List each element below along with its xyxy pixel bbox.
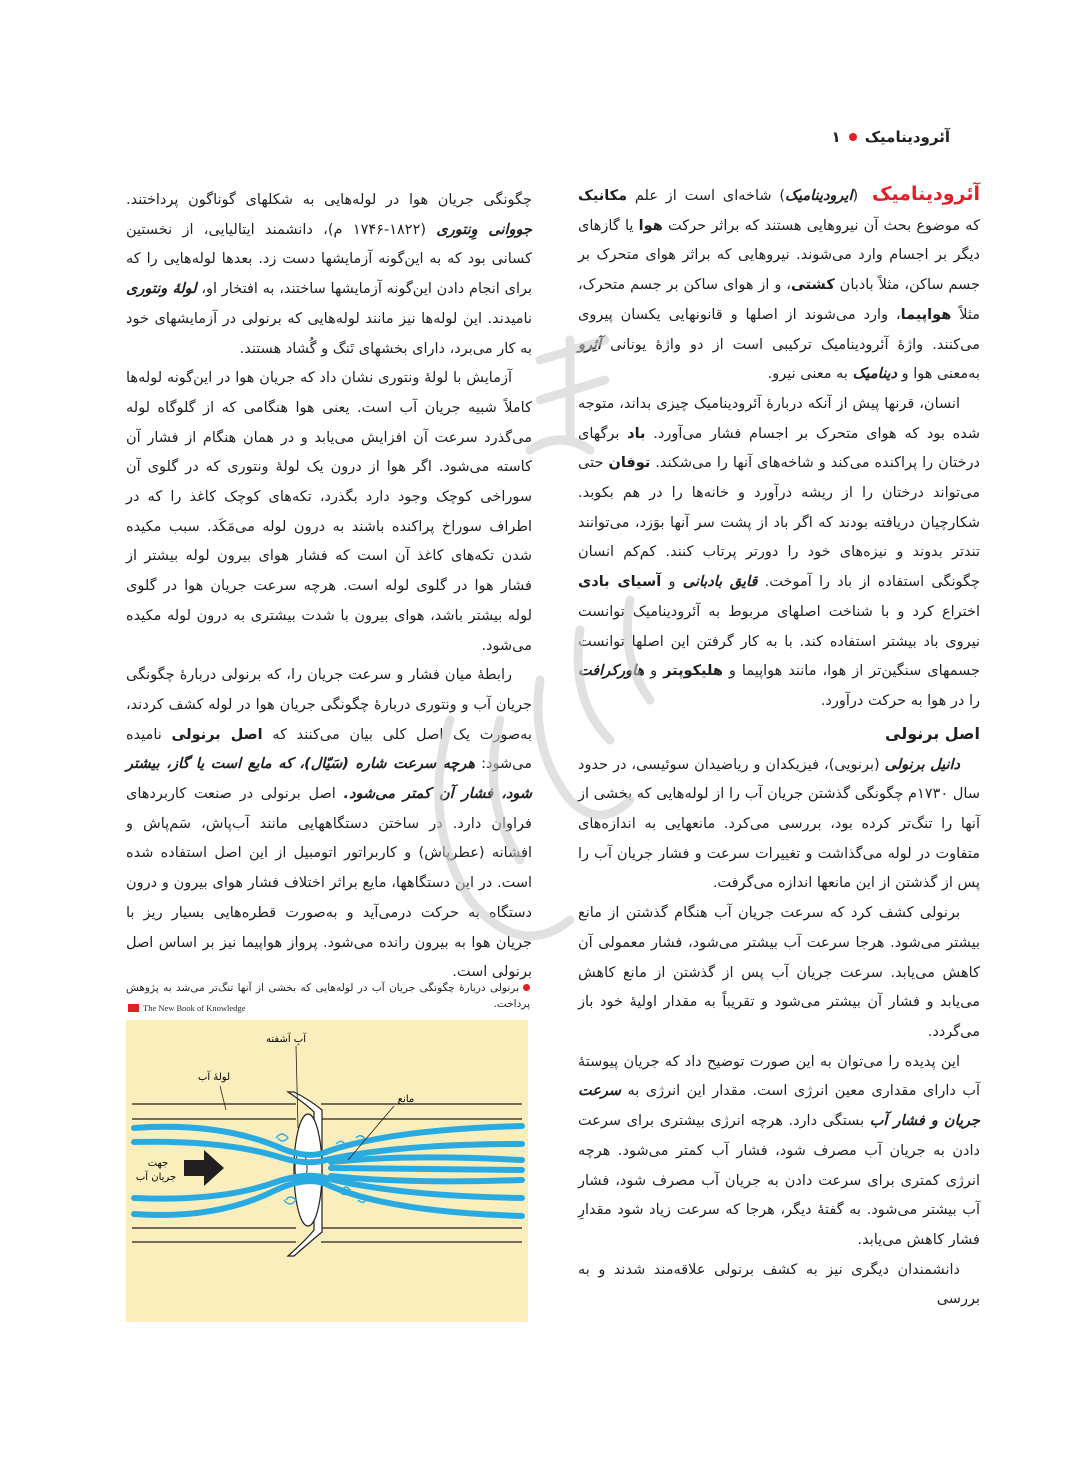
red-dot-icon xyxy=(849,133,857,141)
text-run: و xyxy=(644,663,664,680)
term-hovercraft: هاورکرافت xyxy=(578,663,645,680)
text-run: این پدیده را می‌توان به این صورت توضیح داد که جریان پیوستهٔ آب دارای مقداری معین انرژی است. مقدار این انرژی به xyxy=(578,1053,980,1100)
term-air: هوا xyxy=(638,217,663,234)
bernoulli-figure xyxy=(126,1020,528,1322)
article-heading: آئرودینامیک xyxy=(871,183,980,205)
pronunciation: ایرودینامیک xyxy=(785,188,853,204)
caption-text: برنولی دربارهٔ چگونگی جریان آب در لوله‌هایی که بخشی از آنها تنگ‌تر می‌شد به پژوهش پرداخت. xyxy=(126,982,530,1010)
principle-paragraph xyxy=(126,661,532,988)
text-run: به‌معنی هوا و xyxy=(896,366,980,383)
text-run: را در هوا به حرکت درآورد. xyxy=(820,692,980,709)
bernoulli-paragraph xyxy=(578,751,980,900)
text-run: که موضوع بحث آن نیروهایی هستند که براثر حرکت xyxy=(662,217,980,234)
flow-arrow-icon xyxy=(184,1150,224,1186)
text-run: نامیده می‌شود: xyxy=(126,726,532,773)
text-run: ، و از هوای ساکن بر جسم متحرک، مثلاً xyxy=(578,277,980,323)
page-header xyxy=(120,122,950,152)
term-dynamic: دینامیک xyxy=(852,366,897,383)
label-flow-direction-1: جهت xyxy=(147,1158,169,1169)
text-run: (برنویی)، فیزیکدان و ریاضیدان سوئیسی، در حدود سال ۱۷۳۰م چگونگی گذشتن جریان آب را از لوله‌هایی که بخشی از آنها را تنگ‌تر کرده بود، بررسی می‌کرد. مانعهایی به اندازه‌های متفاوت در لوله می‌گذاشت و تغییرات سرعت و فشار جریان آب را پس از گذشتن از این مانعها اندازه می‌گرفت. xyxy=(578,756,980,892)
term-mechanic: مکانیک xyxy=(578,188,628,204)
venturi-paragraph xyxy=(126,186,532,364)
figure-credit xyxy=(128,1003,245,1013)
text-run: انسان، قرنها پیش از آنکه دربارهٔ آئرودینامیک چیزی بداند، متوجه شده بود که هوای متحرک بر اجسام فشار می‌آورد. xyxy=(578,395,980,442)
term-ship: کشتی xyxy=(790,277,835,294)
text-run: بستگی دارد. هرچه انرژی بیشتری برای سرعت دادن به جریان آب مصرف شود، فشار آب کمتر می‌شود. هرچه انرژی کمتری برای سرعت دادن به جریان آب مصرف شود، فشار آب بیشتر می‌شود. به گفتهٔ دیگر، هرجا که سرعت زیاد شود مقدارِ فشار کاهش می‌یابد. xyxy=(578,1113,980,1248)
text-run: چگونگی جریان هوا در لوله‌هایی به شکلهای گوناگون پرداختند. xyxy=(126,192,532,208)
continuation-paragraph: دانشمندان دیگری نیز به کشف برنولی علاقه‌مند شدند و به بررسی xyxy=(578,1261,980,1308)
right-column xyxy=(578,180,980,1315)
text-run: یا گازهای دیگر بر اجسام وارد می‌شوند. نیروهایی که براثر هوای متحرک بر جسم ساکن، مثلاً بادبان xyxy=(578,217,980,294)
label-flow-direction-2: جریان آب xyxy=(135,1172,177,1183)
person-name: دانیل برنولی xyxy=(884,756,960,773)
term-venturi-tube: لولهٔ ونتوری xyxy=(126,281,197,298)
page-number: ۱ xyxy=(831,128,841,146)
text-run: اختراع کرد و با شناخت اصلهای مربوط به آئرودینامیک توانست نیروی باد بیشتر استفاده کند. با به کار گرفتن این اصلها توانست جسمهای سنگین‌تر از هوا، مانند هواپیما و xyxy=(578,603,980,680)
text-run: (۱۸۲۲-۱۷۴۶ م)، دانشمند ایتالیایی، از نخستین کسانی بود که به این‌گونه آزمایشها دست زد. بعدها لوله‌هایی را که برای انجام دادن این‌گونه آزمایشها ساختند، به افتخار او، xyxy=(126,221,533,298)
intro-paragraph xyxy=(578,180,980,390)
term-speed-pressure: سرعت جریان و فشار آب xyxy=(578,1083,980,1130)
left-column xyxy=(126,186,532,988)
term-plane: هواپیما xyxy=(900,306,952,323)
text-run: ( xyxy=(852,188,866,204)
section-heading: اصل برنولی xyxy=(885,723,980,743)
term-sailboat: قایق بادبانی xyxy=(682,574,758,591)
source-icon xyxy=(128,1004,139,1012)
principle-statement: هرچه سرعت شاره (سَیّال)، که مایع است یا گاز، بیشتر شود، فشار آن کمتر می‌شود. xyxy=(126,756,532,803)
experiment-paragraph: آزمایش با لولهٔ ونتوری نشان داد که جریان هوا در این‌گونه لوله‌ها کاملاً شبیه جریان آب است. یعنی هوا هنگامی که از گلوگاه لوله می‌گذرد سرعت آن افزایش می‌یابد و در همان هنگام از فشار آن کاسته می‌شود. اگر هوا از درون یک لولهٔ ونتوری که در گلوی آن سوراخی کوچک وجود دارد بگذرد، تکه‌های کوچک کاغذ را که در اطراف سوراخ پراکنده باشند به درون لوله می‌مَکَد. سبب مکیده شدن تکه‌های کاغذ آن است که فشار هوای بیرون لوله بیشتر از فشار هوا در گلوی لوله است. هرچه سرعت جریان هوا در گلوی لوله بیشتر باشد، هوای بیرون با شدت بیشتری به درون لوله مکیده می‌شود. xyxy=(126,370,532,654)
text-run: به معنی نیرو. xyxy=(767,366,853,383)
label-obstacle: مانع xyxy=(397,1094,415,1105)
text-run: ) شاخه‌ای است از علم xyxy=(627,188,786,204)
text-run: برگهای درختان را پراکنده می‌کند و شاخه‌های آنها را می‌شکند. xyxy=(578,425,980,472)
text-run: اصل برنولی در صنعت کاربردهای فراوان دارد. در ساختن دستگاههایی مانند آب‌پاش، سَم‌پاش و افشانه (عطرپاش) و کاربراتور اتومبیل از این اصل استفاده شده است. در این دستگاهها، مایع براثر اختلاف فشار هوای بیرون و درون دستگاه به حرکت درمی‌آید و به‌صورت قطره‌هایی بسیار ریز با جریان هوا به بیرون رانده می‌شود. پرواز هواپیما نیز بر اساس اصل برنولی است. xyxy=(126,786,532,981)
term-windmill: آسیای بادی xyxy=(578,574,662,591)
term-bernoulli-principle: اصل برنولی xyxy=(171,726,263,743)
credit-text: The New Book of Knowledge xyxy=(143,1003,246,1013)
text-run: نامیدند. این لوله‌ها نیز مانند لوله‌هایی که برنولی در آزمایشهای خود به کار می‌برد، دارای بخشهای تَنگ و گُشاد هستند. xyxy=(126,310,532,357)
text-run: رابطهٔ میان فشار و سرعت جریان را، که برنولی دربارهٔ چگونگی جریان آب و ونتوری دربارهٔ چگونگی جریان هوا در لوله کشف کردند، به‌صورت یک اصل کلی بیان می‌کنند که xyxy=(126,667,532,743)
term-helicopter: هلیکوپتر xyxy=(663,663,723,680)
term-aero: آئِرو xyxy=(578,336,602,353)
person-name: جووانی وِنتوری xyxy=(436,221,532,238)
pipe-diagram xyxy=(126,1020,528,1322)
term-storm: توفان xyxy=(608,455,651,472)
energy-paragraph xyxy=(578,1048,980,1256)
text-run: و xyxy=(661,574,683,591)
label-turbulent-water: آبِ آشفته xyxy=(266,1034,306,1045)
history-paragraph xyxy=(578,390,980,717)
red-dot-icon xyxy=(523,984,530,991)
text-run: ، وارد می‌شوند از اصلها و قانونهایی یکسان پیروی می‌کنند. واژهٔ آئرودینامیک ترکیبی است از دو واژهٔ یونانی xyxy=(578,306,980,353)
discovery-paragraph: برنولی کشف کرد که سرعت جریان آب هنگام گذشتن از مانع بیشتر می‌شود. هرجا سرعت آب بیشتر می‌شود، فشار معمولی آن کاهش می‌یابد. سرعت جریان آب پس از گذشتن از مانع کاهش می‌یابد و فشار آن بیشتر می‌شود و تقریباً به مقدار اولیهٔ خود باز می‌گردد. xyxy=(578,905,980,1040)
term-wind: باد xyxy=(627,425,646,442)
running-title: آئرودینامیک xyxy=(864,128,950,146)
text-run: حتی می‌تواند درختان را از ریشه درآورد و خانه‌ها را در هم بکوبد. شکارچیان دریافته بودند که اگر باد از پشت سر آنها بوَزد، می‌توانند تندتر بدوند و نیزه‌های خود را دورتر پرتاب کنند. کم‌کم انسان چگونگی استفاده از باد را آموخت. xyxy=(578,455,980,591)
label-water-pipe: لولهٔ آب xyxy=(198,1072,230,1083)
